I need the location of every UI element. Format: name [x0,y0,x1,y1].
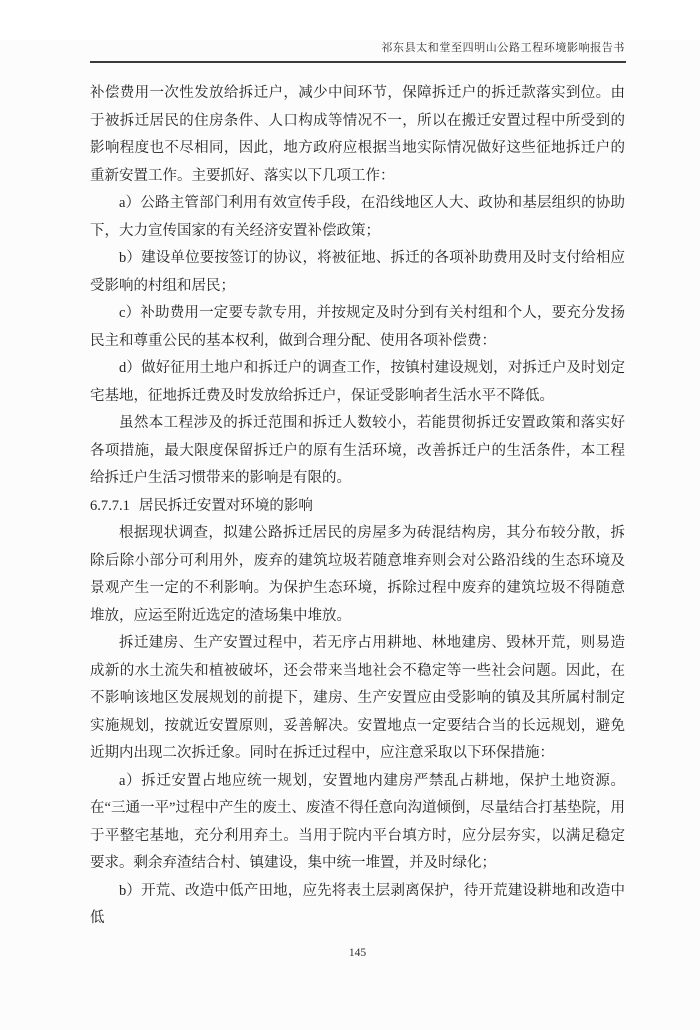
page-header [90,40,625,56]
paragraph: 补偿费用一次性发放给拆迁户，减少中间环节，保障拆迁户的拆迁款落实到位。由于被拆迁居民的住房条件、人口构成等情况不一，所以在搬迁安置过程中所受到的影响程度也不尽相同，因此，地方政府应根据当地实际情况做好这些征地拆迁户的重新安置工作。主要抓好、落实以下几项工作： [90,85,625,184]
paragraph: 根据现状调查，拟建公路拆迁居民的房屋多为砖混结构房，其分布较分散，拆除后除小部分可利用外，废弃的建筑垃圾若随意堆弃则会对公路沿线的生态环境及景观产生一定的不利影响。为保护生态环境，拆除过程中废弃的建筑垃圾不得随意堆放，应运至附近选定的渣场集中堆放。 [90,525,625,624]
paragraph: c）补助费用一定要专款专用，并按规定及时分到有关村组和个人，要充分发扬民主和尊重公民的基本权利，做到合理分配、使用各项补偿费： [90,305,625,349]
section-heading [90,493,625,521]
paragraph: a）拆迁安置占地应统一规划，安置地内建房严禁乱占耕地，保护土地资源。在“三通一平”过程中产生的废土、废渣不得任意向沟道倾倒，尽量结合打基垫院，用于平整宅基地，充分利用弃土。当用于院内平台填方时，应分层夯实，以满足稳定要求。剩余弃渣结合村、镇建设，集中统一堆置，并及时绿化； [90,772,625,871]
section-number: 6.7.7.1 [90,497,130,514]
paragraph: b）建设单位要按签订的协议，将被征地、拆迁的各项补助费用及时支付给相应受影响的村组和居民； [90,250,625,294]
paragraph: a）公路主管部门利用有效宣传手段，在沿线地区人大、政协和基层组织的协助下，大力宣传国家的有关经济安置补偿政策； [90,195,625,239]
section-title: 居民拆迁安置对环境的影响 [138,497,313,514]
paragraph: b）开荒、改造中低产田地，应先将表土层剥离保护，待开荒建设耕地和改造中低 [90,882,625,926]
page-footer [90,947,625,959]
document-body [90,80,625,933]
page-number: 145 [348,946,367,959]
paragraph: d）做好征用土地户和拆迁户的调查工作，按镇村建设规划，对拆迁户及时划定宅基地，征地拆迁费及时发放给拆迁户，保证受影响者生活水平不降低。 [90,360,625,404]
document-page [0,40,700,1030]
running-header-title: 祁东县太和堂至四明山公路工程环境影响报告书 [381,42,625,54]
paragraph: 虽然本工程涉及的拆迁范围和拆迁人数较小，若能贯彻拆迁安置政策和落实好各项措施，最大限度保留拆迁户的原有生活环境，改善拆迁户的生活条件，本工程给拆迁户生活习惯带来的影响是有限的。 [90,415,625,486]
paragraph: 拆迁建房、生产安置过程中，若无序占用耕地、林地建房、毁林开荒，则易造成新的水土流失和植被破坏，还会带来当地社会不稳定等一些社会问题。因此，在不影响该地区发展规划的前提下，建房、生产安置应由受影响的镇及其所属村制定实施规划，按就近安置原则，妥善解决。安置地点一定要结合当的长远规划，避免近期内出现二次拆迁象。同时在拆迁过程中，应注意采取以下环保措施： [90,635,625,761]
header-rule [90,61,626,63]
